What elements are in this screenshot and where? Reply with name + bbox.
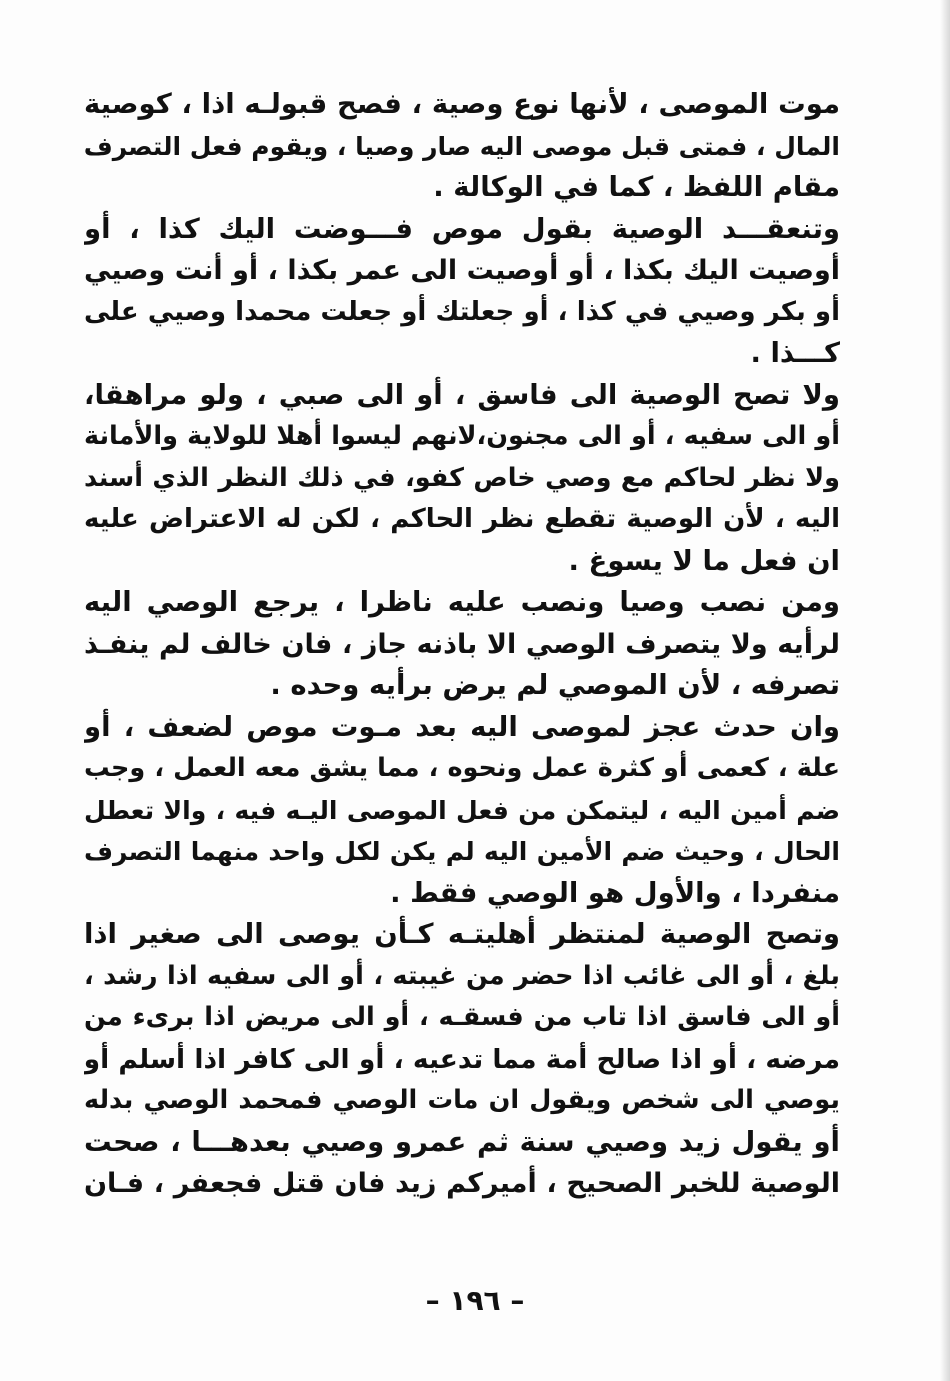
text-line: وان حدث عجز لموصى اليه بعد مـوت موص لضعف ، أو [84, 710, 840, 743]
text-line: كـــذا . [750, 337, 840, 369]
text-line: موت الموصى ، لأنها نوع وصية ، فصح قبولـه اذا ، كوصية [84, 88, 840, 120]
text-line: اليه ، لأن الوصية تقطع نظر الحاكم ، لكن له الاعتراض عليه [84, 504, 840, 534]
text-line: منفردا ، والأول هو الوصي فقط . [390, 876, 840, 909]
text-line: بلغ ، أو الى غائب اذا حضر من غيبته ، أو الى سفيه اذا رشد ، [84, 960, 840, 991]
text-line: أو الى فاسق اذا تاب من فسقـه ، أو الى مريض اذا برىء من [84, 1002, 840, 1032]
body-text [84, 84, 840, 1205]
text-line: أو الى سفيه ، أو الى مجنون،لانهم ليسوا أهلا للولاية والأمانة [84, 421, 840, 451]
text-line: لرأيه ولا يتصرف الوصي الا باذنه جاز ، فان خالف لم ينفـذ [84, 628, 840, 660]
text-line: وتصح الوصية لمنتظر أهليتـه كـأن يوصى الى صغير اذا [84, 918, 840, 950]
text-line: ومن نصب وصيا ونصب عليه ناظرا ، يرجع الوصي اليه [84, 586, 840, 618]
text-line: ولا نظر لحاكم مع وصي خاص كفو، في ذلك النظر الذي أسند [84, 462, 840, 493]
text-line: مرضه ، أو اذا صالح أمة مما تدعيه ، أو الى كافر اذا أسلم أو [84, 1043, 840, 1075]
text-line: الوصية للخبر الصحيح ، أميركم زيد فان قتل فجعفر ، فـان [84, 1168, 840, 1199]
text-line: ان فعل ما لا يسوغ . [568, 544, 840, 577]
text-line: أو بكر وصيي في كذا ، أو جعلتك أو جعلت محمدا وصيي على [84, 296, 840, 327]
text-line: ضم أمين اليه ، ليتمكن من فعل الموصى اليـه فيه ، والا تعطل [84, 795, 840, 825]
text-line: المال ، فمتى قبل موصى اليه صار وصيا ، ويقوم فعل التصرف [84, 131, 840, 161]
text-line: الحال ، وحيث ضم الأمين اليه لم يكن لكل واحد منهما التصرف [84, 837, 840, 866]
text-line: ولا تصح الوصية الى فاسق ، أو الى صبي ، ولو مراهقا، [84, 378, 840, 411]
text-line: مقام اللفظ ، كما في الوكالة . [433, 171, 840, 203]
text-line: علة ، كعمى أو كثرة عمل ونحوه ، مما يشق معه العمل ، وجب [84, 753, 840, 783]
page-edge-shadow [940, 0, 950, 1381]
text-line: يوصي الى شخص ويقول ان مات الوصي فمحمد الوصي بدله [84, 1085, 840, 1115]
text-line: وتنعقـــد الوصية بقول موص فـــوضت اليك كذا ، أو [84, 212, 840, 245]
text-line: أو يقول زيد وصيي سنة ثم عمرو وصيي بعدهـــا ، صحت [84, 1125, 840, 1158]
text-line: أوصيت اليك بكذا ، أو أوصيت الى عمر بكذا ، أو أنت وصيي [84, 255, 840, 286]
text-line: تصرفه ، لأن الموصي لم يرض برأيه وحده . [270, 669, 840, 701]
page-number: – ١٩٦ – [425, 1284, 525, 1317]
